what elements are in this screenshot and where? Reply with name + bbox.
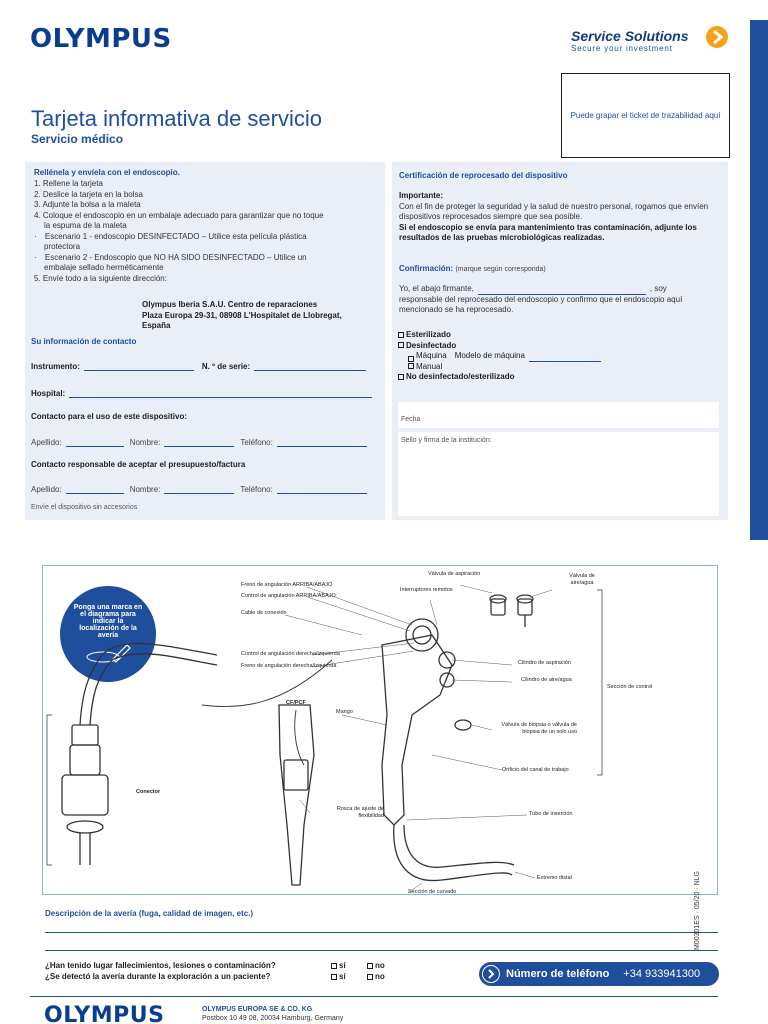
instrument-row: Instrumento: N. º de serie: xyxy=(31,362,370,371)
q1-yes-checkbox[interactable] xyxy=(331,963,337,969)
budget-name-field[interactable] xyxy=(164,485,234,494)
label-valvula-aire: Válvula de aire/agua xyxy=(569,573,595,586)
instructions-heading: Rellénela y envíela con el endoscopio. xyxy=(34,168,180,177)
label-cf-pcf: CF/PCF xyxy=(286,700,306,706)
fault-line-2[interactable] xyxy=(45,950,718,951)
doc-code: M00301ES · 05/20 · NLG xyxy=(694,871,701,950)
label-control-derecha: Control de angulación derecha/izquierda xyxy=(241,651,340,657)
machine-model-field[interactable] xyxy=(529,354,601,362)
question-block: ¿Han tenido lugar fallecimientos, lesiones o contaminación? sí no ¿Se detectó la avería durante la exploración a un paciente? sí no xyxy=(45,961,385,981)
device-name-field[interactable] xyxy=(164,438,234,447)
label-freno-derecha: Freno de angulación derecha/izquierda xyxy=(241,663,337,669)
label-orificio: Orificio del canal de trabajo xyxy=(502,767,569,773)
budget-surname-field[interactable] xyxy=(66,485,124,494)
phone-label: Número de teléfono xyxy=(506,968,610,980)
not-processed-checkbox[interactable] xyxy=(398,374,404,380)
confirmation-row: Confirmación: (marque según corresponda) xyxy=(399,264,546,273)
device-contact-row: Apellido: Nombre: Teléfono: xyxy=(31,438,371,447)
machine-checkbox[interactable] xyxy=(408,356,414,362)
sterilized-checkbox[interactable] xyxy=(398,332,404,338)
signer-field[interactable] xyxy=(478,287,646,295)
staple-box: Puede grapar el ticket de trazabilidad aquí xyxy=(561,73,730,158)
disinfected-checkbox[interactable] xyxy=(398,342,404,348)
hospital-field[interactable] xyxy=(69,389,372,398)
label-conector: Conector xyxy=(136,789,161,795)
instrument-field[interactable] xyxy=(84,362,194,371)
phone-pill xyxy=(479,962,719,986)
page-title: Tarjeta informativa de servicio xyxy=(31,106,323,131)
device-surname-field[interactable] xyxy=(66,438,124,447)
label-control-arriba: Control de angulación ARRIBA/ABAJO xyxy=(241,593,336,599)
fault-heading: Descripción de la avería (fuga, calidad de imagen, etc.) xyxy=(45,909,254,918)
label-cilindro-aspiracion: Cilindro de aspiración xyxy=(518,660,571,666)
phone-number: +34 933941300 xyxy=(623,968,701,980)
hospital-row: Hospital: xyxy=(31,389,376,398)
label-tubo: Tubo de inserción xyxy=(529,811,573,817)
q2-yes-checkbox[interactable] xyxy=(331,974,337,980)
label-interruptores: Interruptores remotos xyxy=(400,587,453,593)
label-extremo: Extremo distal xyxy=(537,875,572,881)
footer-company: OLYMPUS EUROPA SE & CO. KG Postbox 10 49 08, 20034 Hamburg, Germany xyxy=(202,1006,344,1022)
label-rosca: Rosca de ajuste de flexibilidad xyxy=(336,806,384,819)
manual-checkbox[interactable] xyxy=(408,363,414,369)
label-seccion-control: Sección de control xyxy=(607,684,653,690)
arrow-icon xyxy=(482,965,500,983)
device-phone-field[interactable] xyxy=(277,438,367,447)
label-freno-arriba: Freno de angulación ARRIBA/ABAJO xyxy=(241,582,333,588)
footer-divider xyxy=(30,996,718,997)
label-curvado: Sección de curvado xyxy=(408,889,457,895)
budget-contact-row: Apellido: Nombre: Teléfono: xyxy=(31,485,371,494)
serial-field[interactable] xyxy=(254,362,366,371)
budget-contact-heading: Contacto responsable de aceptar el presupuesto/factura xyxy=(31,460,246,469)
certification-heading: Certificación de reprocesado del dispositivo xyxy=(399,171,568,180)
budget-phone-field[interactable] xyxy=(277,485,367,494)
label-valvula-aspiracion: Válvula de aspiración xyxy=(428,571,481,577)
page-subtitle: Servicio médico xyxy=(31,132,124,146)
olympus-logo: OLYMPUS xyxy=(30,24,172,54)
signer-block: Yo, el abajo firmante, , soy responsable del reprocesado del endoscopio y confirmo que el endoscopio aquí mencionado se ha reprocesado. xyxy=(399,284,683,314)
label-mango: Mango xyxy=(336,709,353,715)
fault-line-1[interactable] xyxy=(45,932,718,933)
label-cilindro-aire: Cilindro de aire/agua xyxy=(521,677,572,683)
instructions-list: 1. Rellene la tarjeta 2. Deslice la tarjeta en la bolsa 3. Adjunte la bolsa a la maleta 4. Coloque el endoscopio en un embalaje adecuado para garantizar que no toque la espuma de la maleta · Escenario 1 - endoscopio DESINFECTADO – Utilice esta película plástica protectora · Escenario 2 - Endoscopio que NO HA SIDO DESINFECTADO – Utilice un embalaje sellado herméticamente 5. Envíe todo a la siguiente dirección: xyxy=(34,179,324,283)
contact-heading: Su información de contacto xyxy=(31,337,137,346)
label-valvula-biopsia: Válvula de biopsia o válvula de biopsia de un solo uso xyxy=(501,722,577,735)
endoscope-diagram xyxy=(42,565,718,895)
footer-logo: OLYMPUS xyxy=(44,1003,165,1024)
date-box[interactable]: Fecha xyxy=(398,402,719,428)
seal-box[interactable]: Sello y firma de la institución: xyxy=(398,432,719,516)
mark-badge: Ponga una marca en el diagrama para indicar la localización de la avería xyxy=(60,586,156,682)
q1-no-checkbox[interactable] xyxy=(367,963,373,969)
side-tab xyxy=(750,20,768,540)
repair-address: Olympus Iberia S.A.U. Centro de reparaciones Plaza Europa 29-31, 08908 L'Hospitalet de Llobregat, España xyxy=(142,300,342,330)
options-block: Esterilizado Desinfectado Máquina Modelo de máquina Manual No desinfectado/esterilizado xyxy=(398,330,601,383)
service-solutions-logo: Service Solutions Secure your investment xyxy=(571,28,689,53)
label-cable: Cable de conexión xyxy=(241,610,287,616)
q2-no-checkbox[interactable] xyxy=(367,974,373,980)
important-block: Importante: Con el fin de proteger la seguridad y la salud de nuestro personal, rogamos que envíen dispositivos reprocesados siempre que sea posible. Si el endoscopio se envía para mantenimiento tras contaminación, adjunte los resultados de las pruebas microbiológicas realizadas. xyxy=(399,191,709,242)
service-solutions-icon xyxy=(706,26,728,48)
accessory-note: Envíe el dispositivo sin accesorios xyxy=(31,504,138,511)
device-contact-heading: Contacto para el uso de este dispositivo: xyxy=(31,412,188,421)
